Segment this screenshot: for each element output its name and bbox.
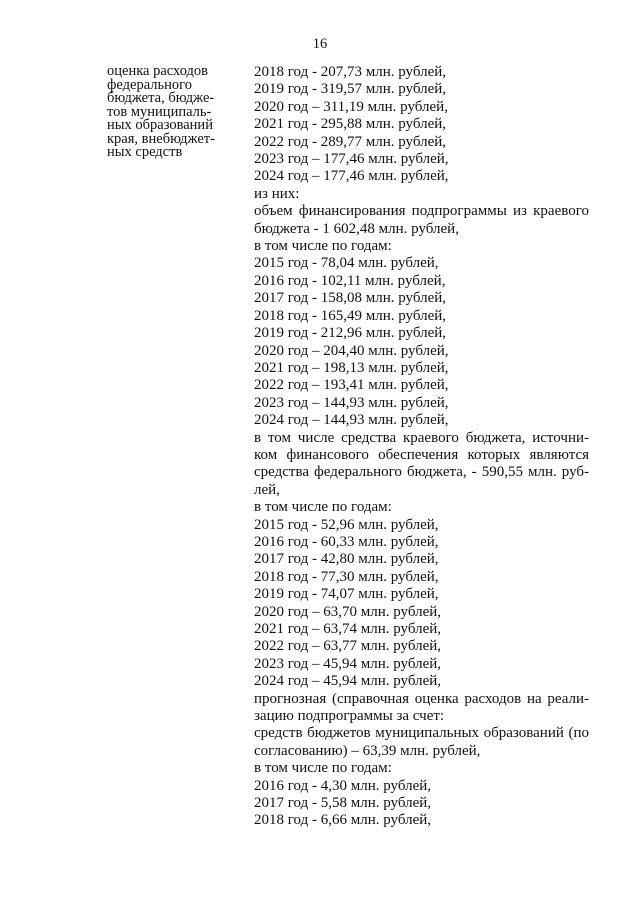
text-line: 2020 год – 204,40 млн. рублей, [254, 342, 449, 359]
row-label-line: ных средств [107, 144, 183, 160]
text-line: 2022 год – 193,41 млн. рублей, [254, 377, 449, 394]
text-line: 2023 год – 144,93 млн. рублей, [254, 394, 449, 411]
text-line: средств бюджетов муниципальных образований (по [254, 725, 589, 742]
text-line: 2019 год - 319,57 млн. рублей, [254, 81, 447, 98]
text-line: 2018 год - 165,49 млн. рублей, [254, 307, 447, 324]
text-line: в том числе средства краевого бюджета, источни- [254, 429, 589, 446]
text-line: 2020 год – 63,70 млн. рублей, [254, 603, 442, 620]
row-label-line: федерального [107, 76, 192, 93]
text-line: 2017 год - 158,08 млн. рублей, [254, 290, 447, 307]
row-content [254, 64, 589, 830]
text-line: 2016 год - 60,33 млн. рублей, [254, 533, 439, 550]
text-line: 2021 год – 198,13 млн. рублей, [254, 359, 449, 376]
page-number: 16 [312, 36, 328, 52]
text-line: согласованию) – 63,39 млн. рублей, [254, 742, 481, 759]
text-line: 2018 год - 6,66 млн. рублей, [254, 812, 432, 829]
text-line: 2016 год - 4,30 млн. рублей, [254, 777, 432, 794]
row-label [107, 65, 232, 160]
text-line: в том числе по годам: [254, 499, 392, 516]
text-line: объем финансирования подпрограммы из краевого [254, 203, 589, 220]
text-line: 2024 год – 144,93 млн. рублей, [254, 412, 449, 429]
text-line: 2017 год - 42,80 млн. рублей, [254, 551, 439, 568]
text-line: 2019 год - 74,07 млн. рублей, [254, 586, 439, 603]
text-line: в том числе по годам: [254, 760, 392, 777]
text-line: 2016 год - 102,11 млн. рублей, [254, 272, 446, 289]
text-line: 2015 год - 52,96 млн. рублей, [254, 516, 439, 533]
text-line: 2020 год – 311,19 млн. рублей, [254, 98, 448, 115]
text-line: 2022 год - 289,77 млн. рублей, [254, 133, 447, 150]
row-label-line: ных образований [107, 117, 213, 133]
text-line: средства федерального бюджета, - 590,55 млн. руб- [254, 464, 589, 481]
text-line: 2023 год – 45,94 млн. рублей, [254, 655, 442, 672]
text-line: 2024 год – 45,94 млн. рублей, [254, 673, 442, 690]
text-line: ком финансового обеспечения которых являются [254, 446, 589, 463]
text-line: лей, [254, 481, 280, 498]
text-line: 2018 год - 207,73 млн. рублей, [254, 64, 447, 80]
text-line: 2018 год - 77,30 млн. рублей, [254, 568, 439, 585]
text-line: 2021 год – 63,74 млн. рублей, [254, 621, 442, 637]
text-line: 2024 год – 177,46 млн. рублей, [254, 168, 449, 185]
row-label-line: тов муниципаль- [107, 103, 212, 120]
text-line: зацию подпрограммы за счет: [254, 708, 445, 725]
row-label-line: оценка расходов [107, 63, 209, 79]
row-label-line: края, внебюджет- [107, 130, 215, 147]
text-line: бюджета - 1 602,48 млн. рублей, [254, 220, 459, 237]
text-line: 2019 год - 212,96 млн. рублей, [254, 325, 447, 342]
text-line: из них: [254, 185, 300, 202]
text-line: 2023 год – 177,46 млн. рублей, [254, 151, 449, 168]
text-line: прогнозная (справочная оценка расходов на реали- [254, 690, 589, 707]
text-line: 2022 год – 63,77 млн. рублей, [254, 638, 442, 655]
row-label-line: бюджета, бюдже- [107, 90, 215, 106]
text-line: 2021 год - 295,88 млн. рублей, [254, 116, 447, 133]
text-line: 2015 год - 78,04 млн. рублей, [254, 255, 439, 272]
text-line: 2017 год - 5,58 млн. рублей, [254, 795, 432, 812]
text-line: в том числе по годам: [254, 238, 392, 255]
